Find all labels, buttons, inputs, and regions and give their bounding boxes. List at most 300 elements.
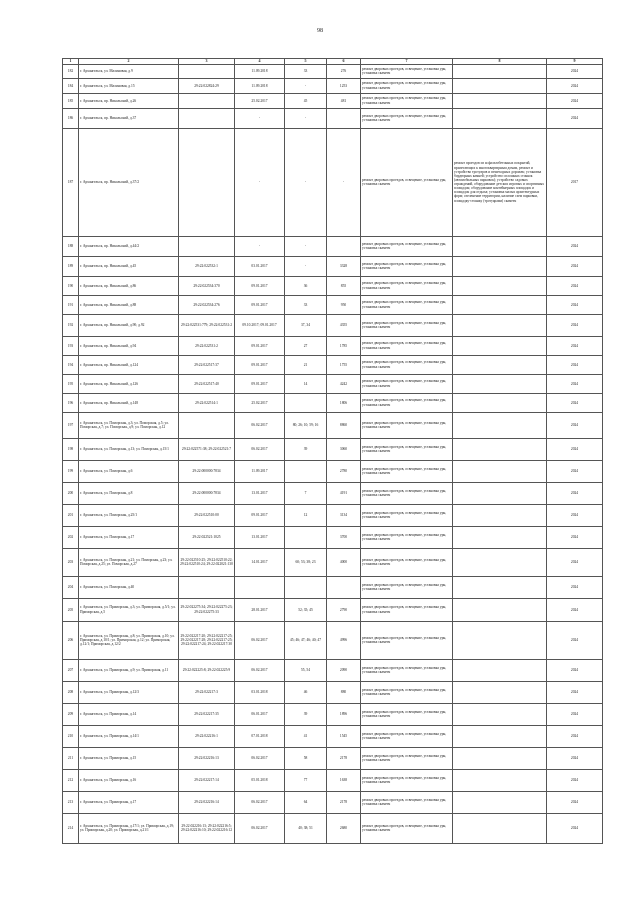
date-cell: 06.02.2017	[235, 747, 285, 769]
cadastral-number-cell: 29:22:022521:1025	[179, 526, 235, 548]
row-number-cell: 209	[63, 703, 79, 725]
year-cell: 2024	[547, 725, 603, 747]
planned-works-cell: ремонт дворовых проездов, освещение, установка урн, установка скамеек	[361, 336, 453, 355]
date-cell: 03.01.2018	[235, 681, 285, 703]
header-cell: 1	[63, 59, 79, 65]
address-cell: г. Архангельск, ул. Поморская, д.8	[79, 482, 179, 504]
year-cell: 2024	[547, 813, 603, 843]
row-number-cell: 211	[63, 747, 79, 769]
share-cell: 33	[285, 295, 327, 314]
table-row	[63, 659, 603, 681]
area-cell: 3060	[327, 438, 361, 460]
planned-works-cell: ремонт дворовых проездов, освещение, установка урн, установка скамеек	[361, 412, 453, 438]
header-cell: 3	[179, 59, 235, 65]
table-row	[63, 314, 603, 336]
address-cell: г. Архангельск, ул. Приморская, д.12/3	[79, 681, 179, 703]
year-cell: 2024	[547, 621, 603, 659]
address-cell: г. Архангельск, ул. Поморская, д.40	[79, 576, 179, 598]
year-cell: 2024	[547, 526, 603, 548]
cadastral-number-cell: 29:22:022216:1	[179, 725, 235, 747]
share-cell: 60; 53; 38; 23	[285, 548, 327, 576]
area-cell	[327, 108, 361, 128]
address-cell: г. Архангельск, пр. Никольский, д.126	[79, 374, 179, 393]
table-row	[63, 769, 603, 791]
notes-cell	[453, 576, 547, 598]
cadastral-number-cell	[179, 128, 235, 236]
address-cell: г. Архангельск, ул. Поморская, д.21; ул. Поморская, д.23; ул. Поморская, д.25; ул. Поморская, д.27	[79, 548, 179, 576]
notes-cell	[453, 526, 547, 548]
address-register-table	[62, 58, 603, 844]
planned-works-cell: ремонт дворовых проездов, освещение, установка урн, установка скамеек	[361, 791, 453, 813]
address-cell: г. Архангельск, пр. Никольский, д.148	[79, 393, 179, 412]
area-cell: 1253	[327, 78, 361, 93]
year-cell: 2024	[547, 769, 603, 791]
date-cell	[235, 576, 285, 598]
area-cell: 2680	[327, 813, 361, 843]
date-cell: -	[235, 128, 285, 236]
planned-works-cell: ремонт дворовых проездов, освещение, установка урн, установка скамеек	[361, 482, 453, 504]
area-cell: 3328	[327, 256, 361, 276]
date-cell: 06.02.2017	[235, 813, 285, 843]
share-cell	[285, 393, 327, 412]
address-cell: г. Архангельск, ул. Поморская, д.6	[79, 460, 179, 482]
notes-cell	[453, 791, 547, 813]
cadastral-number-cell: 29:22:022510:25; 29:22:022510:22; 29:22:022510:24; 29:22:022021:130	[179, 548, 235, 576]
table-row	[63, 108, 603, 128]
area-cell: 1806	[327, 393, 361, 412]
row-number-cell: 206	[63, 621, 79, 659]
address-cell: г. Архангельск, ул. Малиновая, д.15	[79, 78, 179, 93]
notes-cell	[453, 769, 547, 791]
share-cell: 33	[285, 64, 327, 78]
share-cell: -	[285, 108, 327, 128]
row-number-cell: 195	[63, 374, 79, 393]
year-cell: 2024	[547, 412, 603, 438]
row-number-cell: 196	[63, 393, 79, 412]
date-cell: 07.01.2018	[235, 725, 285, 747]
cadastral-number-cell: 29:22:000000:7834	[179, 460, 235, 482]
row-number-cell: 194	[63, 355, 79, 374]
address-cell: г. Архангельск, ул. Приморская, д.9; ул. Приморская, д.11	[79, 659, 179, 681]
planned-works-cell: ремонт дворовых проездов, освещение, установка урн, установка скамеек	[361, 314, 453, 336]
row-number-cell: 202	[63, 526, 79, 548]
row-number-cell: 197	[63, 412, 79, 438]
planned-works-cell: ремонт дворовых проездов, освещение, установка урн, установка скамеек	[361, 769, 453, 791]
cadastral-number-cell: 29:22:022510:00	[179, 504, 235, 526]
table-row	[63, 78, 603, 93]
share-cell	[285, 576, 327, 598]
notes-cell	[453, 703, 547, 725]
share-cell: 12	[285, 504, 327, 526]
area-cell: 880	[327, 681, 361, 703]
address-cell: г. Архангельск, пр. Никольский, д.37/2	[79, 128, 179, 236]
share-cell: 41	[285, 725, 327, 747]
planned-works-cell: ремонт дворовых проездов, освещение, установка урн, установка скамеек	[361, 576, 453, 598]
date-cell: 06.02.2017	[235, 621, 285, 659]
table-row	[63, 336, 603, 355]
date-cell: 06.02.2017	[235, 412, 285, 438]
date-cell: 09.10.2017; 09.01.2017	[235, 314, 285, 336]
cadastral-number-cell	[179, 236, 235, 256]
year-cell: 2024	[547, 598, 603, 621]
area-cell: -	[327, 128, 361, 236]
year-cell: 2024	[547, 791, 603, 813]
planned-works-cell: ремонт дворовых проездов, освещение, установка урн, установка скамеек	[361, 128, 453, 236]
notes-cell	[453, 93, 547, 108]
year-cell: 2024	[547, 236, 603, 256]
address-cell: г. Архангельск, ул. Приморская, д.8; ул. Приморская, д.10; ул. Приморская, д.10/1; ул. Приморская, д.12; ул. Приморская, д.12/1; Приморская, д.12/2	[79, 621, 179, 659]
share-cell: 21	[285, 355, 327, 374]
planned-works-cell: ремонт дворовых проездов, освещение, установка урн, установка скамеек	[361, 438, 453, 460]
year-cell: 2024	[547, 336, 603, 355]
area-cell: 1896	[327, 703, 361, 725]
share-cell: 45; 46; 47; 46; 40; 47	[285, 621, 327, 659]
cadastral-number-cell: 29:22:022534:370	[179, 276, 235, 295]
cadastral-number-cell: 29:22:022517:37	[179, 355, 235, 374]
table-row	[63, 393, 603, 412]
year-cell: 2024	[547, 295, 603, 314]
address-cell: г. Архангельск, ул. Поморская, д.13; ул. Поморская, д.15/1	[79, 438, 179, 460]
year-cell: 2024	[547, 681, 603, 703]
cadastral-number-cell: 29:22:022824:29	[179, 78, 235, 93]
planned-works-cell: ремонт дворовых проездов, освещение, установка урн, установка скамеек	[361, 747, 453, 769]
table-row	[63, 703, 603, 725]
notes-cell	[453, 393, 547, 412]
area-cell: 8860	[327, 412, 361, 438]
date-cell: 25.02.2017	[235, 93, 285, 108]
planned-works-cell: ремонт дворовых проездов, освещение, установка урн, установка скамеек	[361, 681, 453, 703]
address-cell: г. Архангельск, пр. Никольский, д.45	[79, 256, 179, 276]
notes-cell	[453, 460, 547, 482]
notes-cell	[453, 504, 547, 526]
cadastral-number-cell: 29:22:022531:2	[179, 336, 235, 355]
address-cell: г. Архангельск, ул. Поморская, д.3; ул. Поморская, д.5; ул. Поморская, д.7; ул. Поморская, д.9; ул. Поморская, д.12	[79, 412, 179, 438]
notes-cell	[453, 725, 547, 747]
cadastral-number-cell: 29:22:022217:3	[179, 681, 235, 703]
notes-cell	[453, 64, 547, 78]
row-number-cell: 207	[63, 659, 79, 681]
page-number: 98	[317, 28, 323, 34]
year-cell: 2024	[547, 374, 603, 393]
address-cell: г. Архангельск, ул. Приморская, д.17/1; ул. Приморская, д.19; ул. Приморская, д.20; ул. Приморская, д.21/1	[79, 813, 179, 843]
notes-cell	[453, 295, 547, 314]
table-row	[63, 438, 603, 460]
notes-cell	[453, 276, 547, 295]
share-cell: 58	[285, 747, 327, 769]
notes-cell	[453, 336, 547, 355]
table-row	[63, 621, 603, 659]
area-cell: 2178	[327, 747, 361, 769]
row-number-cell: 187	[63, 128, 79, 236]
share-cell: -	[285, 236, 327, 256]
area-cell: 3134	[327, 504, 361, 526]
share-cell: 80; 26; 10; 59; 16	[285, 412, 327, 438]
table-row	[63, 576, 603, 598]
planned-works-cell: ремонт дворовых проездов, освещение, установка урн, установка скамеек	[361, 108, 453, 128]
table-row	[63, 548, 603, 576]
area-cell: 2090	[327, 659, 361, 681]
area-cell: 2780	[327, 460, 361, 482]
share-cell: 14	[285, 374, 327, 393]
planned-works-cell: ремонт дворовых проездов, освещение, установка урн, установка скамеек	[361, 621, 453, 659]
share-cell: 37, 34	[285, 314, 327, 336]
date-cell: 09.01.2017	[235, 336, 285, 355]
table-row	[63, 725, 603, 747]
cadastral-number-cell	[179, 108, 235, 128]
row-number-cell: 191	[63, 295, 79, 314]
date-cell: 13.01.2017	[235, 482, 285, 504]
row-number-cell: 192	[63, 314, 79, 336]
area-cell: 4000	[327, 548, 361, 576]
area-cell	[327, 576, 361, 598]
date-cell: 11.09.2017	[235, 460, 285, 482]
area-cell: 2178	[327, 791, 361, 813]
year-cell: 2024	[547, 93, 603, 108]
row-number-cell: 214	[63, 813, 79, 843]
cadastral-number-cell: 29:22:022216:14	[179, 791, 235, 813]
date-cell: 14.01.2017	[235, 548, 285, 576]
share-cell: 40; 38; 51	[285, 813, 327, 843]
cadastral-number-cell: 29:22:022225:8; 29:22:022225:9	[179, 659, 235, 681]
year-cell: 2024	[547, 276, 603, 295]
area-cell: 1785	[327, 336, 361, 355]
year-cell: 2024	[547, 108, 603, 128]
date-cell: 09.01.2017	[235, 295, 285, 314]
table-row	[63, 482, 603, 504]
area-cell: 1755	[327, 355, 361, 374]
area-cell: 3700	[327, 526, 361, 548]
address-cell: г. Архангельск, ул. Приморская, д.3; ул. Приморская, д.5/1; ул. Приморская, д.5	[79, 598, 179, 621]
row-number-cell: 203	[63, 548, 79, 576]
date-cell: 13.01.2017	[235, 526, 285, 548]
address-cell: г. Архангельск, ул. Приморская, д.16	[79, 769, 179, 791]
table-row	[63, 747, 603, 769]
row-number-cell: 213	[63, 791, 79, 813]
planned-works-cell: ремонт дворовых проездов, освещение, установка урн, установка скамеек	[361, 276, 453, 295]
year-cell: 2024	[547, 659, 603, 681]
share-cell: 45	[285, 93, 327, 108]
planned-works-cell: ремонт дворовых проездов, освещение, установка урн, установка скамеек	[361, 78, 453, 93]
cadastral-number-cell: 29:22:022534:276	[179, 295, 235, 314]
cadastral-number-cell: 29:22:022531:779; 29:22:022531:2	[179, 314, 235, 336]
cadastral-number-cell: 29:22:022217:14	[179, 769, 235, 791]
address-cell: г. Архангельск, пр. Никольский, д.86	[79, 276, 179, 295]
row-number-cell: 188	[63, 236, 79, 256]
row-number-cell: 186	[63, 108, 79, 128]
header-cell: 8	[453, 59, 547, 65]
year-cell: 2024	[547, 355, 603, 374]
row-number-cell: 182	[63, 64, 79, 78]
address-cell: г. Архангельск, пр. Никольский, д.124	[79, 355, 179, 374]
planned-works-cell: ремонт дворовых проездов, освещение, установка урн, установка скамеек	[361, 659, 453, 681]
address-cell: г. Архангельск, пр. Никольский, д.88	[79, 295, 179, 314]
table-row	[63, 504, 603, 526]
row-number-cell: 204	[63, 576, 79, 598]
area-cell: 2790	[327, 598, 361, 621]
area-cell: 855	[327, 276, 361, 295]
year-cell: 2024	[547, 460, 603, 482]
notes-cell	[453, 747, 547, 769]
cadastral-number-cell: 29:22:022275:34; 29:22:022275:23; 29:22:022275:33	[179, 598, 235, 621]
address-cell: г. Архангельск, ул. Малиновая, д.9	[79, 64, 179, 78]
year-cell: 2024	[547, 64, 603, 78]
year-cell: 2024	[547, 393, 603, 412]
share-cell: -	[285, 256, 327, 276]
date-cell: -	[235, 236, 285, 256]
cadastral-number-cell: 29:22:022216:13	[179, 747, 235, 769]
row-number-cell: 200	[63, 482, 79, 504]
table-row	[63, 412, 603, 438]
date-cell: 25.02.2017	[235, 393, 285, 412]
year-cell: 2024	[547, 548, 603, 576]
area-cell: 4996	[327, 621, 361, 659]
address-cell: г. Архангельск, ул. Поморская, д.25/1	[79, 504, 179, 526]
cadastral-number-cell	[179, 64, 235, 78]
year-cell: 2024	[547, 314, 603, 336]
row-number-cell: 189	[63, 256, 79, 276]
table-row	[63, 256, 603, 276]
year-cell: 2024	[547, 438, 603, 460]
planned-works-cell: ремонт дворовых проездов, освещение, установка урн, установка скамеек	[361, 295, 453, 314]
table-row	[63, 374, 603, 393]
cadastral-number-cell: 29:22:022514:1	[179, 393, 235, 412]
date-cell: 06.02.2017	[235, 438, 285, 460]
share-cell: 64	[285, 791, 327, 813]
table-row	[63, 128, 603, 236]
table-row	[63, 681, 603, 703]
share-cell: 27	[285, 336, 327, 355]
year-cell: 2024	[547, 482, 603, 504]
address-cell: г. Архангельск, пр. Никольский, д.26	[79, 93, 179, 108]
notes-cell: ремонт проездов из асфальтобетонных покрытий, прилегающих к многоквартирным домам, ремонт и устройство тротуаров и пешеходных дорожек; установка бордюрных камней; устройство сплошных стоянок (автомобильных парковок); устройство садовых ограждений, оборудование детских игровых и спортивных площадок; оборудование контейнерных площадок и площадок для отдыха; установка малых архитектурных форм; озеленение территории, наличие схем парковки, площадку-стоянку (тротуарами) скамеек	[453, 128, 547, 236]
row-number-cell: 198	[63, 438, 79, 460]
planned-works-cell: ремонт дворовых проездов, освещение, установка урн, установка скамеек	[361, 504, 453, 526]
address-cell: г. Архангельск, ул. Поморская, д.17	[79, 526, 179, 548]
notes-cell	[453, 355, 547, 374]
notes-cell	[453, 621, 547, 659]
cadastral-number-cell: 29:22:022532:1	[179, 256, 235, 276]
row-number-cell: 205	[63, 598, 79, 621]
row-number-cell: 193	[63, 336, 79, 355]
date-cell: 09.01.2017	[235, 374, 285, 393]
date-cell: 28.01.2017	[235, 598, 285, 621]
row-number-cell: 184	[63, 78, 79, 93]
planned-works-cell: ремонт дворовых проездов, освещение, установка урн, установка скамеек	[361, 598, 453, 621]
row-number-cell: 190	[63, 276, 79, 295]
date-cell: 09.01.2017	[235, 504, 285, 526]
table-row	[63, 93, 603, 108]
address-cell: г. Архангельск, пр. Никольский, д.37	[79, 108, 179, 128]
header-cell: 2	[79, 59, 179, 65]
table-row	[63, 236, 603, 256]
cadastral-number-cell: 29:22:022571:38; 29:22:022521:7	[179, 438, 235, 460]
year-cell: 2024	[547, 256, 603, 276]
planned-works-cell: ремонт дворовых проездов, освещение, установка урн, установка скамеек	[361, 256, 453, 276]
cadastral-number-cell: 29:22:022217:20; 29:22:022217:25; 29:22:022217:28; 29:22:022217:25; 29:22:022217:24; 29:22:022217:30	[179, 621, 235, 659]
header-cell: 9	[547, 59, 603, 65]
notes-cell	[453, 598, 547, 621]
notes-cell	[453, 78, 547, 93]
address-cell: г. Архангельск, ул. Приморская, д.17	[79, 791, 179, 813]
year-cell: 2024	[547, 747, 603, 769]
share-cell	[285, 526, 327, 548]
planned-works-cell: ремонт дворовых проездов, освещение, установка урн, установка скамеек	[361, 64, 453, 78]
year-cell: 2024	[547, 78, 603, 93]
year-cell: 2024	[547, 576, 603, 598]
row-number-cell: 201	[63, 504, 79, 526]
cadastral-number-cell: 29:22:022517:40	[179, 374, 235, 393]
notes-cell	[453, 374, 547, 393]
header-cell: 5	[285, 59, 327, 65]
date-cell: 06.01.2017	[235, 703, 285, 725]
planned-works-cell: ремонт дворовых проездов, освещение, установка урн, установка скамеек	[361, 460, 453, 482]
address-cell: г. Архангельск, ул. Приморская, д.14	[79, 703, 179, 725]
address-cell: г. Архангельск, ул. Приморская, д.15	[79, 747, 179, 769]
notes-cell	[453, 412, 547, 438]
notes-cell	[453, 548, 547, 576]
date-cell: 06.02.2017	[235, 659, 285, 681]
cadastral-number-cell: 29:22:022216:13; 29:22:022216:5; 29:22:022216:10; 29:22:022216:12	[179, 813, 235, 843]
area-cell: 4191	[327, 482, 361, 504]
date-cell: 06.02.2017	[235, 791, 285, 813]
area-cell: 1638	[327, 769, 361, 791]
area-cell	[327, 236, 361, 256]
planned-works-cell: ремонт дворовых проездов, освещение, установка урн, установка скамеек	[361, 725, 453, 747]
header-cell: 4	[235, 59, 285, 65]
date-cell: 11.09.2018	[235, 64, 285, 78]
planned-works-cell: ремонт дворовых проездов, освещение, установка урн, установка скамеек	[361, 355, 453, 374]
table-row	[63, 526, 603, 548]
date-cell: 05.01.2018	[235, 769, 285, 791]
date-cell: 09.01.2017	[235, 355, 285, 374]
row-number-cell: 199	[63, 460, 79, 482]
date-cell: -	[235, 108, 285, 128]
table-row	[63, 295, 603, 314]
notes-cell	[453, 813, 547, 843]
notes-cell	[453, 256, 547, 276]
share-cell: 36	[285, 276, 327, 295]
share-cell: 55, 54	[285, 659, 327, 681]
table-row	[63, 813, 603, 843]
row-number-cell: 210	[63, 725, 79, 747]
planned-works-cell: ремонт дворовых проездов, освещение, установка урн, установка скамеек	[361, 813, 453, 843]
address-cell: г. Архангельск, пр. Никольский, д.44/2	[79, 236, 179, 256]
table-row	[63, 355, 603, 374]
share-cell: -	[285, 128, 327, 236]
header-cell: 6	[327, 59, 361, 65]
date-cell: 03.01.2017	[235, 256, 285, 276]
row-number-cell: 185	[63, 93, 79, 108]
planned-works-cell: ремонт дворовых проездов, освещение, установка урн, установка скамеек	[361, 374, 453, 393]
notes-cell	[453, 659, 547, 681]
share-cell: 52; 35; 45	[285, 598, 327, 621]
notes-cell	[453, 108, 547, 128]
planned-works-cell: ремонт дворовых проездов, освещение, установка урн, установка скамеек	[361, 393, 453, 412]
planned-works-cell: ремонт дворовых проездов, освещение, установка урн, установка скамеек	[361, 236, 453, 256]
share-cell: 7	[285, 482, 327, 504]
share-cell: -	[285, 78, 327, 93]
table-row	[63, 791, 603, 813]
area-cell: 950	[327, 295, 361, 314]
cadastral-number-cell	[179, 93, 235, 108]
table-row	[63, 64, 603, 78]
table-row	[63, 460, 603, 482]
notes-cell	[453, 438, 547, 460]
year-cell: 2024	[547, 504, 603, 526]
year-cell: 2017	[547, 128, 603, 236]
planned-works-cell: ремонт дворовых проездов, освещение, установка урн, установка скамеек	[361, 526, 453, 548]
notes-cell	[453, 681, 547, 703]
